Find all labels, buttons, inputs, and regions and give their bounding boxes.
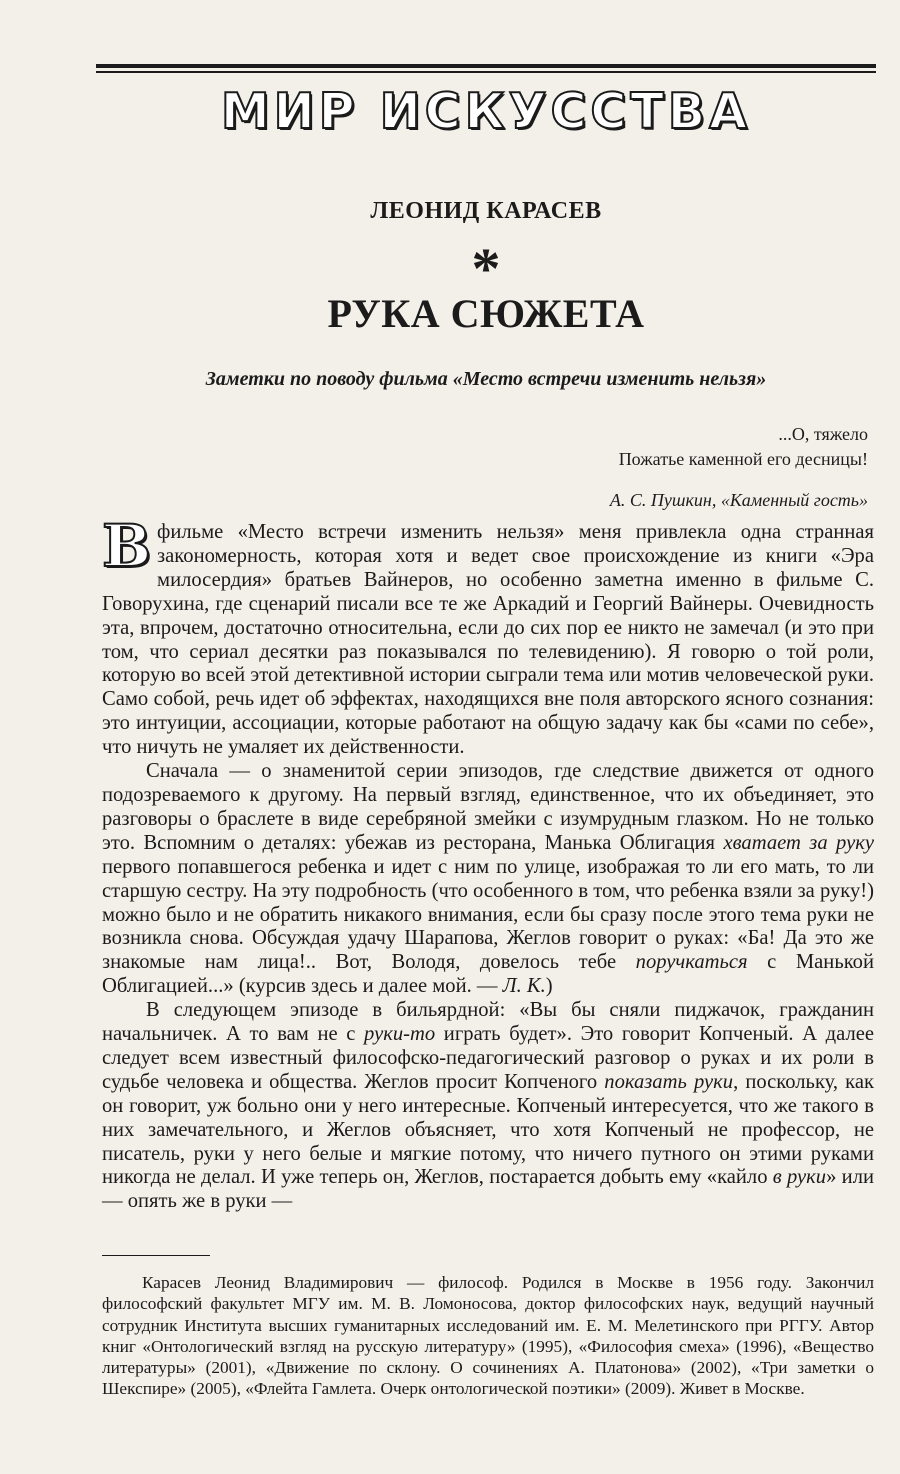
paragraph-text: играть будет». Это говорит Копченый. А далее следует всем известный философско-педагогический разговор о руках и их роли в судьбе человека и общества. Жеглов просит Копченого — [102, 1023, 875, 1093]
paragraph-text: первого попавшегося ребенка и идет с ним по улице, изображая то ли его мать, то ли старшую сестру. На эту подробность (что особенного в том, что ребенка взяли за руку!) можно было и не обратить никакого внимания, если бы сразу после этого тема руки не возникла снова. Обсуждая удачу Шарапова, Жеглов говорит о руках: «Ба! Да это же знакомые нам лица!.. Вот, Володя, довелось тебе — [102, 855, 874, 974]
paragraph — [102, 760, 874, 999]
paragraph-text: В следующем эпизоде в бильярдной: «Вы бы сняли пиджачок, гражданин начальничек. А то вам не с — [102, 999, 874, 1046]
separator-asterisk: * — [471, 236, 501, 301]
footnote-rule — [102, 1255, 210, 1256]
emphasis: хватает за руку — [723, 831, 874, 854]
paragraph-text: , поскольку, как он говорит, уж больно они у него интересные. Копченый интересуется, что же такого в них замечательного, и Жеглов объясняет, что хотя Копченый не профессор, не писатель, руки у него белые и мягкие потому, что ничего путного он этими руками никогда не делал. И уже теперь он, Жеглов, постарается добыть ему «кайло — [102, 1070, 874, 1189]
footnote — [102, 1272, 874, 1400]
article-body — [102, 512, 875, 1214]
emphasis: показать руки — [604, 1070, 734, 1093]
epigraph — [368, 422, 868, 513]
drop-cap: В — [102, 512, 152, 580]
emphasis: Л. К. — [502, 975, 546, 998]
emphasis: в руки — [772, 1166, 827, 1189]
epigraph-source: А. С. Пушкин, «Каменный гость» — [609, 490, 868, 510]
emphasis: руки-то — [364, 1023, 436, 1046]
footnote-text: Карасев Леонид Владимирович — философ. Родился в Москве в 1956 году. Закончил философский факультет МГУ им. М. В. Ломоносова, доктор философских наук, ведущий научный сотрудник Института высших гуманитарных исследований им. Е. М. Мелетинского при РГГУ. Автор книг «Онтологический взгляд на русскую литературу» (1995), «Философия смеха» (1996), «Вещество литературы» (2001), «Движение по склону. О сочинениях А. Платонова» (2002), «Три заметки о Шекспире» (2005), «Флейта Гамлета. Очерк онтологической поэтики» (2009). Живет в Москве. — [102, 1273, 874, 1399]
paragraph-text: ) — [545, 975, 553, 998]
paragraph — [102, 999, 874, 1214]
paragraph — [102, 512, 874, 760]
epigraph-line: Пожатье каменной его десницы! — [618, 449, 868, 469]
author-name: ЛЕОНИД КАРАСЕВ — [370, 198, 602, 224]
article-subtitle: Заметки по поводу фильма «Место встречи изменить нельзя» — [205, 368, 767, 390]
epigraph-line: ...О, тяжело — [778, 424, 868, 444]
header-rule — [96, 64, 876, 73]
article-title: РУКА СЮЖЕТА — [327, 291, 645, 336]
emphasis: поручкаться — [635, 951, 748, 974]
section-title: МИР ИСКУССТВА — [220, 83, 752, 140]
paragraph-text: » или — опять же в руки — — [102, 1166, 875, 1213]
paragraph-text: с Манькой Облигацией...» (курсив здесь и далее мой. — — [102, 951, 874, 998]
paragraph-text: фильме «Место встречи изменить нельзя» меня привлекла одна странная закономерность, которая хотя и ведет свое происхождение из книги «Эра милосердия» братьев Вайнеров, но особенно заметна именно в фильме С. Говорухина, где сценарий писали все те же Аркадий и Георгий Вайнеры. Очевидность эта, впрочем, достаточно относительна, если до сих пор ее никто не замечал (и это при том, что сериал десятки раз показывался по телевидению). Я говорю о той роли, которую во всей этой детективной истории сыграли тема или мотив человеческой руки. Само собой, речь идет об эффектах, находящихся вне поля авторского ясного сознания: это интуиции, ассоциации, которые работают на общую задачу как бы «сами по себе», что ничуть не умаляет их действенности. — [102, 521, 874, 759]
paragraph-text: Сначала — о знаменитой серии эпизодов, где следствие движется от одного подозреваемого к другому. На первый взгляд, единственное, что их объединяет, это разговоры о браслете в виде серебряной змейки с изумрудным глазком. Но не только это. Вспомним о деталях: убежав из ресторана, Манька Облигация — [102, 760, 874, 854]
